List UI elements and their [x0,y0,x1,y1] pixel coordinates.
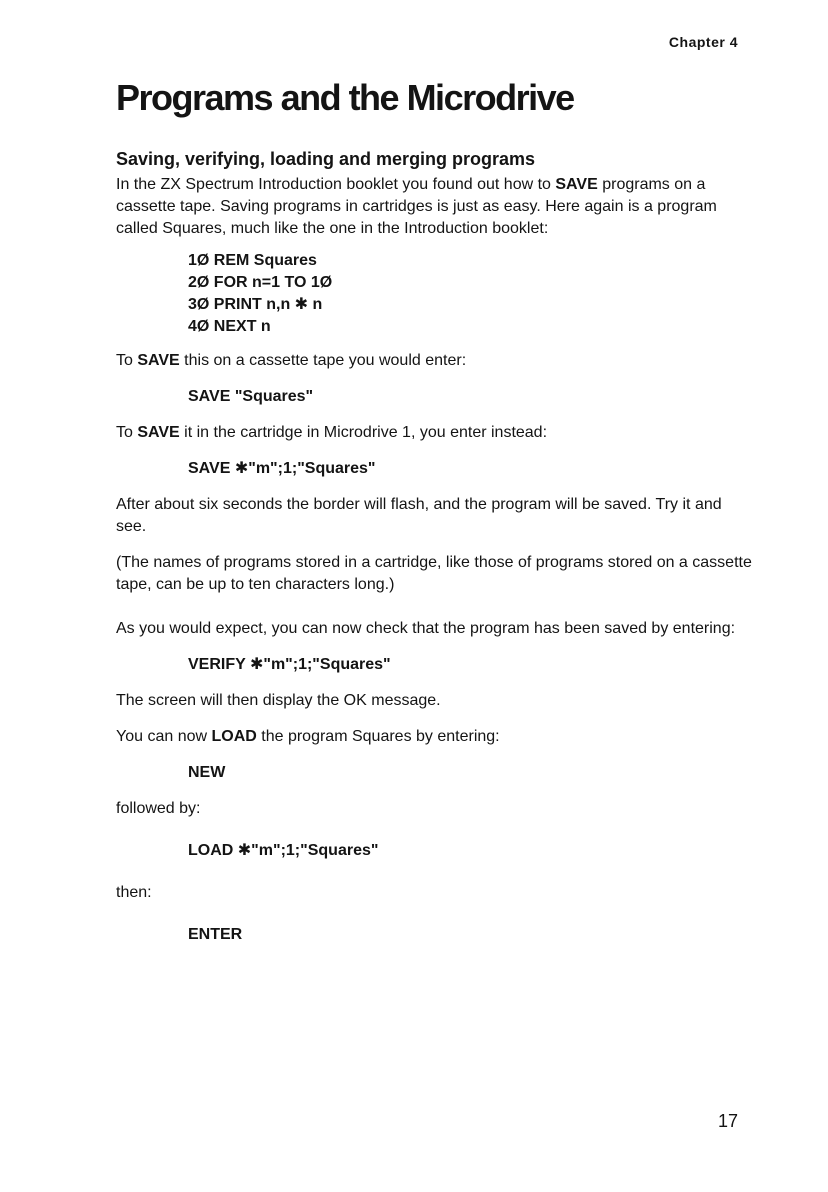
enter-command: ENTER [188,926,243,943]
save-cassette-command: SAVE "Squares" [188,388,314,405]
page-number: 17 [717,1111,738,1131]
save-cassette-paragraph [116,350,756,372]
page-content [116,146,756,946]
verify-command: VERIFY ✱"m";1;"Squares" [188,656,391,673]
load-keyword: LOAD [211,728,257,745]
load-text-start: You can now [116,728,212,745]
program-line: 4Ø NEXT n [188,318,271,335]
intro-text-end: programs on a cassette tape. Saving programs in cartridges is just as easy. Here again is a program called Squares, much like the one in the Introduction booklet: [116,176,717,237]
new-command: NEW [188,764,226,781]
page-title: Programs and the Microdrive [116,77,574,118]
save-keyword: SAVE [555,176,598,193]
save-cartridge-text-start: To [116,424,138,441]
load-paragraph [116,726,756,748]
save-cartridge-paragraph [116,422,756,444]
after-save-paragraph: After about six seconds the border will flash, and the program will be saved. Try it and see. [116,496,722,535]
intro-paragraph [116,174,756,240]
load-command: LOAD ✱"m";1;"Squares" [188,842,379,859]
save-cassette-text-end: this on a cassette tape you would enter: [179,352,467,369]
program-line: 2Ø FOR n=1 TO 1Ø [188,274,333,291]
intro-text-start: In the ZX Spectrum Introduction booklet you found out how to [116,176,556,193]
save-cartridge-text-end: it in the cartridge in Microdrive 1, you enter instead: [179,424,548,441]
save-cartridge-command: SAVE ✱"m";1;"Squares" [188,460,376,477]
names-note-paragraph: (The names of programs stored in a cartridge, like those of programs stored on a cassette tape, can be up to ten characters long.) [116,554,752,593]
verify-paragraph: As you would expect, you can now check that the program has been saved by entering: [116,620,736,637]
save-cassette-text-start: To [116,352,138,369]
then-text: then: [116,884,152,901]
program-line: 1Ø REM Squares [188,252,317,269]
save-keyword: SAVE [137,352,180,369]
program-line: 3Ø PRINT n,n ✱ n [188,296,323,313]
program-listing [116,250,756,338]
section-heading: Saving, verifying, loading and merging programs [116,149,536,169]
load-text-end: the program Squares by entering: [256,728,500,745]
followed-by-text: followed by: [116,800,201,817]
chapter-label: Chapter 4 [668,34,738,50]
ok-message-paragraph: The screen will then display the OK message. [116,692,441,709]
save-keyword: SAVE [137,424,180,441]
